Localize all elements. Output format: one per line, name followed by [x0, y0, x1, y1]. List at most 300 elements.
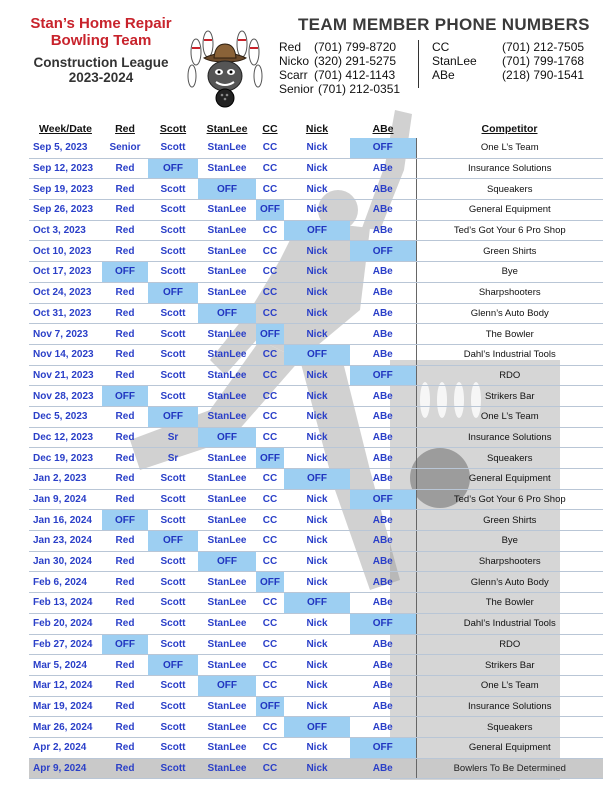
week-date-cell: Apr 2, 2024 [29, 737, 102, 758]
phone-number: (320) 291-5275 [314, 54, 397, 68]
player-cell: StanLee [198, 593, 256, 614]
player-cell: Nick [284, 696, 350, 717]
table-row [29, 427, 603, 448]
player-cell: StanLee [198, 344, 256, 365]
player-cell: Red [102, 448, 148, 469]
phone-number: (218) 790-1541 [502, 68, 585, 82]
player-cell: CC [256, 365, 284, 386]
player-cell: OFF [350, 365, 416, 386]
player-cell: Red [102, 365, 148, 386]
player-cell: Red [102, 469, 148, 490]
table-row [29, 531, 603, 552]
table-row [29, 220, 603, 241]
player-cell: ABe [350, 572, 416, 593]
player-cell: ABe [350, 262, 416, 283]
competitor-cell: Bowlers To Be Determined [416, 758, 603, 779]
player-cell: StanLee [198, 200, 256, 221]
competitor-cell: Insurance Solutions [416, 158, 603, 179]
phone-name: Red [279, 40, 302, 54]
player-cell: OFF [350, 737, 416, 758]
player-cell: StanLee [198, 655, 256, 676]
player-cell: OFF [102, 510, 148, 531]
competitor-cell: Sharpshooters [416, 282, 603, 303]
player-cell: ABe [350, 717, 416, 738]
player-cell: StanLee [198, 758, 256, 779]
player-cell: OFF [198, 551, 256, 572]
player-cell: Nick [284, 510, 350, 531]
player-cell: CC [256, 158, 284, 179]
player-cell: StanLee [198, 324, 256, 345]
player-cell: StanLee [198, 489, 256, 510]
player-cell: Red [102, 572, 148, 593]
column-header: Week/Date [39, 123, 92, 135]
player-cell: Senior [102, 138, 148, 158]
table-row [29, 179, 603, 200]
player-cell: OFF [148, 406, 198, 427]
player-cell: StanLee [198, 510, 256, 531]
week-date-cell: Feb 27, 2024 [29, 634, 102, 655]
player-cell: OFF [198, 179, 256, 200]
player-cell: Scott [148, 220, 198, 241]
player-cell: Nick [284, 531, 350, 552]
player-cell: Nick [284, 551, 350, 572]
competitor-cell: Strikers Bar [416, 386, 603, 407]
column-header: ABe [372, 123, 394, 135]
player-cell: OFF [350, 489, 416, 510]
player-cell: Scott [148, 365, 198, 386]
player-cell: Nick [284, 365, 350, 386]
table-row [29, 634, 603, 655]
competitor-cell: One L’s Team [416, 675, 603, 696]
player-cell: Nick [284, 489, 350, 510]
player-cell: CC [256, 344, 284, 365]
player-cell: Red [102, 717, 148, 738]
player-cell: Nick [284, 448, 350, 469]
phone-list-right [432, 40, 584, 82]
competitor-cell: Bye [416, 531, 603, 552]
competitor-cell: Sharpshooters [416, 551, 603, 572]
player-cell: Nick [284, 282, 350, 303]
schedule-table [29, 120, 603, 779]
competitor-cell: Squeakers [416, 717, 603, 738]
table-row [29, 551, 603, 572]
player-cell: CC [256, 303, 284, 324]
competitor-cell: General Equipment [416, 737, 603, 758]
phone-name: CC [432, 40, 450, 54]
table-row [29, 200, 603, 221]
player-cell: Scott [148, 696, 198, 717]
player-cell: ABe [350, 531, 416, 552]
player-cell: CC [256, 531, 284, 552]
week-date-cell: Jan 2, 2023 [29, 469, 102, 490]
player-cell: StanLee [198, 613, 256, 634]
player-cell: ABe [350, 655, 416, 676]
player-cell: ABe [350, 303, 416, 324]
player-cell: CC [256, 427, 284, 448]
competitor-cell: Green Shirts [416, 241, 603, 262]
table-row [29, 324, 603, 345]
table-row [29, 406, 603, 427]
player-cell: Scott [148, 510, 198, 531]
player-cell: Scott [148, 469, 198, 490]
player-cell: CC [256, 469, 284, 490]
competitor-cell: General Equipment [416, 200, 603, 221]
player-cell: StanLee [198, 737, 256, 758]
player-cell: CC [256, 179, 284, 200]
player-cell: Scott [148, 179, 198, 200]
schedule-body [29, 138, 603, 779]
player-cell: CC [256, 717, 284, 738]
player-cell: Nick [284, 427, 350, 448]
player-cell: Red [102, 324, 148, 345]
week-date-cell: Mar 26, 2024 [29, 717, 102, 738]
player-cell: ABe [350, 634, 416, 655]
player-cell: CC [256, 593, 284, 614]
player-cell: ABe [350, 696, 416, 717]
player-cell: Nick [284, 241, 350, 262]
column-header: Competitor [481, 123, 538, 135]
player-cell: Nick [284, 634, 350, 655]
table-row [29, 572, 603, 593]
player-cell: StanLee [198, 634, 256, 655]
phone-name: Senior [279, 82, 314, 96]
player-cell: OFF [284, 344, 350, 365]
column-header: Red [115, 123, 135, 135]
player-cell: Red [102, 696, 148, 717]
player-cell: StanLee [198, 262, 256, 283]
player-cell: Scott [148, 241, 198, 262]
player-cell: Red [102, 531, 148, 552]
player-cell: Nick [284, 324, 350, 345]
player-cell: ABe [350, 427, 416, 448]
player-cell: CC [256, 406, 284, 427]
player-cell: Nick [284, 386, 350, 407]
player-cell: Nick [284, 613, 350, 634]
week-date-cell: Feb 6, 2024 [29, 572, 102, 593]
player-cell: OFF [350, 613, 416, 634]
table-row [29, 675, 603, 696]
player-cell: Red [102, 241, 148, 262]
player-cell: OFF [198, 303, 256, 324]
player-cell: Red [102, 427, 148, 448]
player-cell: ABe [350, 200, 416, 221]
player-cell: StanLee [198, 469, 256, 490]
week-date-cell: Nov 14, 2023 [29, 344, 102, 365]
player-cell: OFF [198, 427, 256, 448]
phone-divider [418, 40, 419, 88]
player-cell: StanLee [198, 386, 256, 407]
week-date-cell: Sep 12, 2023 [29, 158, 102, 179]
competitor-cell: One L’s Team [416, 406, 603, 427]
player-cell: OFF [102, 634, 148, 655]
week-date-cell: Jan 9, 2024 [29, 489, 102, 510]
player-cell: ABe [350, 220, 416, 241]
league-name [18, 55, 184, 85]
player-cell: CC [256, 613, 284, 634]
week-date-cell: Jan 16, 2024 [29, 510, 102, 531]
player-cell: OFF [148, 531, 198, 552]
week-date-cell: Sep 19, 2023 [29, 179, 102, 200]
table-row [29, 158, 603, 179]
table-row [29, 717, 603, 738]
table-row [29, 138, 603, 158]
table-row [29, 655, 603, 676]
week-date-cell: Nov 7, 2023 [29, 324, 102, 345]
competitor-cell: Ted’s Got Your 6 Pro Shop [416, 220, 603, 241]
player-cell: Nick [284, 200, 350, 221]
week-date-cell: Oct 3, 2023 [29, 220, 102, 241]
phone-entry [279, 82, 400, 96]
competitor-cell: Dahl’s Industrial Tools [416, 344, 603, 365]
phone-number: (701) 212-7505 [502, 40, 585, 54]
competitor-cell: RDO [416, 634, 603, 655]
player-cell: OFF [256, 572, 284, 593]
player-cell: Red [102, 758, 148, 779]
player-cell: ABe [350, 758, 416, 779]
column-header: Scott [159, 123, 187, 135]
table-row [29, 489, 603, 510]
player-cell: Nick [284, 303, 350, 324]
phone-number: (701) 412-1143 [314, 68, 396, 82]
player-cell: ABe [350, 324, 416, 345]
table-row [29, 696, 603, 717]
player-cell: Scott [148, 262, 198, 283]
player-cell: StanLee [198, 717, 256, 738]
table-row [29, 365, 603, 386]
competitor-cell: Dahl’s Industrial Tools [416, 613, 603, 634]
competitor-cell: Squeakers [416, 179, 603, 200]
player-cell: Red [102, 303, 148, 324]
player-cell: Scott [148, 613, 198, 634]
table-row [29, 469, 603, 490]
player-cell: ABe [350, 406, 416, 427]
week-date-cell: Feb 13, 2024 [29, 593, 102, 614]
competitor-cell: Insurance Solutions [416, 696, 603, 717]
player-cell: Red [102, 655, 148, 676]
week-date-cell: Oct 10, 2023 [29, 241, 102, 262]
competitor-cell: Squeakers [416, 448, 603, 469]
player-cell: Nick [284, 158, 350, 179]
competitor-cell: The Bowler [416, 593, 603, 614]
player-cell: Scott [148, 717, 198, 738]
player-cell: StanLee [198, 138, 256, 158]
player-cell: Red [102, 200, 148, 221]
table-row [29, 282, 603, 303]
player-cell: CC [256, 737, 284, 758]
player-cell: StanLee [198, 572, 256, 593]
player-cell: OFF [148, 655, 198, 676]
phone-entry [432, 40, 584, 54]
competitor-cell: The Bowler [416, 324, 603, 345]
column-header: Nick [305, 123, 329, 135]
phone-entry [432, 68, 584, 82]
player-cell: CC [256, 282, 284, 303]
player-cell: ABe [350, 179, 416, 200]
table-row [29, 344, 603, 365]
week-date-cell: Sep 5, 2023 [29, 138, 102, 158]
week-date-cell: Feb 20, 2024 [29, 613, 102, 634]
player-cell: Scott [148, 551, 198, 572]
player-cell: Sr [148, 427, 198, 448]
competitor-cell: Strikers Bar [416, 655, 603, 676]
week-date-cell: Dec 5, 2023 [29, 406, 102, 427]
week-date-cell: Dec 19, 2023 [29, 448, 102, 469]
player-cell: Sr [148, 448, 198, 469]
player-cell: CC [256, 138, 284, 158]
player-cell: OFF [284, 717, 350, 738]
player-cell: CC [256, 262, 284, 283]
player-cell: CC [256, 655, 284, 676]
week-date-cell: Mar 5, 2024 [29, 655, 102, 676]
player-cell: StanLee [198, 531, 256, 552]
table-row [29, 758, 603, 779]
player-cell: Red [102, 179, 148, 200]
week-date-cell: Dec 12, 2023 [29, 427, 102, 448]
player-cell: OFF [102, 262, 148, 283]
week-date-cell: Jan 23, 2024 [29, 531, 102, 552]
player-cell: Red [102, 551, 148, 572]
player-cell: Scott [148, 758, 198, 779]
competitor-cell: Green Shirts [416, 510, 603, 531]
player-cell: CC [256, 675, 284, 696]
week-date-cell: Apr 9, 2024 [29, 758, 102, 779]
header [0, 0, 612, 110]
competitor-cell: Insurance Solutions [416, 427, 603, 448]
player-cell: Red [102, 613, 148, 634]
column-header: StanLee [206, 123, 248, 135]
player-cell: Nick [284, 737, 350, 758]
phone-entry [432, 54, 584, 68]
player-cell: Scott [148, 737, 198, 758]
phone-entry [279, 68, 400, 82]
player-cell: CC [256, 510, 284, 531]
player-cell: Red [102, 675, 148, 696]
player-cell: OFF [102, 386, 148, 407]
player-cell: OFF [256, 324, 284, 345]
team-name [16, 15, 186, 49]
player-cell: CC [256, 241, 284, 262]
player-cell: Nick [284, 179, 350, 200]
competitor-cell: Glenn’s Auto Body [416, 572, 603, 593]
table-row [29, 737, 603, 758]
player-cell: OFF [350, 138, 416, 158]
table-row [29, 510, 603, 531]
week-date-cell: Mar 19, 2024 [29, 696, 102, 717]
player-cell: Red [102, 489, 148, 510]
player-cell: Scott [148, 303, 198, 324]
phone-entry [279, 54, 400, 68]
player-cell: OFF [256, 696, 284, 717]
player-cell: Nick [284, 655, 350, 676]
week-date-cell: Sep 26, 2023 [29, 200, 102, 221]
player-cell: OFF [148, 158, 198, 179]
player-cell: Scott [148, 200, 198, 221]
player-cell: Scott [148, 386, 198, 407]
player-cell: Red [102, 344, 148, 365]
bowling-logo-icon [182, 24, 268, 110]
player-cell: Scott [148, 634, 198, 655]
phone-name: ABe [432, 68, 455, 82]
phone-name: StanLee [432, 54, 477, 68]
table-row [29, 262, 603, 283]
phone-number: (701) 799-1768 [502, 54, 585, 68]
player-cell: ABe [350, 510, 416, 531]
week-date-cell: Nov 21, 2023 [29, 365, 102, 386]
table-row [29, 448, 603, 469]
player-cell: Scott [148, 489, 198, 510]
player-cell: CC [256, 634, 284, 655]
player-cell: StanLee [198, 365, 256, 386]
player-cell: Red [102, 282, 148, 303]
player-cell: CC [256, 489, 284, 510]
phone-numbers-title: TEAM MEMBER PHONE NUMBERS [298, 15, 590, 34]
table-row [29, 241, 603, 262]
player-cell: ABe [350, 282, 416, 303]
league-line2: 2023-2024 [68, 70, 134, 85]
player-cell: Scott [148, 572, 198, 593]
player-cell: OFF [198, 675, 256, 696]
player-cell: Nick [284, 758, 350, 779]
player-cell: OFF [148, 282, 198, 303]
player-cell: OFF [284, 220, 350, 241]
week-date-cell: Jan 30, 2024 [29, 551, 102, 572]
competitor-cell: General Equipment [416, 469, 603, 490]
week-date-cell: Oct 24, 2023 [29, 282, 102, 303]
week-date-cell: Nov 28, 2023 [29, 386, 102, 407]
player-cell: ABe [350, 551, 416, 572]
table-row [29, 593, 603, 614]
phone-name: Scarr [279, 68, 308, 82]
player-cell: CC [256, 551, 284, 572]
player-cell: StanLee [198, 406, 256, 427]
player-cell: Red [102, 737, 148, 758]
player-cell: ABe [350, 448, 416, 469]
player-cell: CC [256, 386, 284, 407]
player-cell: OFF [256, 200, 284, 221]
competitor-cell: Ted’s Got Your 6 Pro Shop [416, 489, 603, 510]
week-date-cell: Mar 12, 2024 [29, 675, 102, 696]
table-row [29, 303, 603, 324]
player-cell: Red [102, 158, 148, 179]
player-cell: Nick [284, 675, 350, 696]
player-cell: Red [102, 406, 148, 427]
table-row [29, 613, 603, 634]
phone-number: (701) 799-8720 [314, 40, 397, 54]
player-cell: Nick [284, 138, 350, 158]
player-cell: StanLee [198, 220, 256, 241]
player-cell: Scott [148, 593, 198, 614]
table-row [29, 386, 603, 407]
phone-entry [279, 40, 400, 54]
league-line1: Construction League [33, 55, 169, 70]
player-cell: OFF [284, 593, 350, 614]
player-cell: OFF [256, 448, 284, 469]
column-header: CC [262, 123, 278, 135]
competitor-cell: RDO [416, 365, 603, 386]
player-cell: Red [102, 593, 148, 614]
player-cell: Scott [148, 675, 198, 696]
table-header-row [29, 120, 603, 138]
player-cell: ABe [350, 469, 416, 490]
player-cell: StanLee [198, 241, 256, 262]
player-cell: ABe [350, 675, 416, 696]
player-cell: OFF [284, 469, 350, 490]
week-date-cell: Oct 17, 2023 [29, 262, 102, 283]
player-cell: CC [256, 758, 284, 779]
player-cell: ABe [350, 386, 416, 407]
phone-list-left [279, 40, 400, 96]
competitor-cell: Bye [416, 262, 603, 283]
